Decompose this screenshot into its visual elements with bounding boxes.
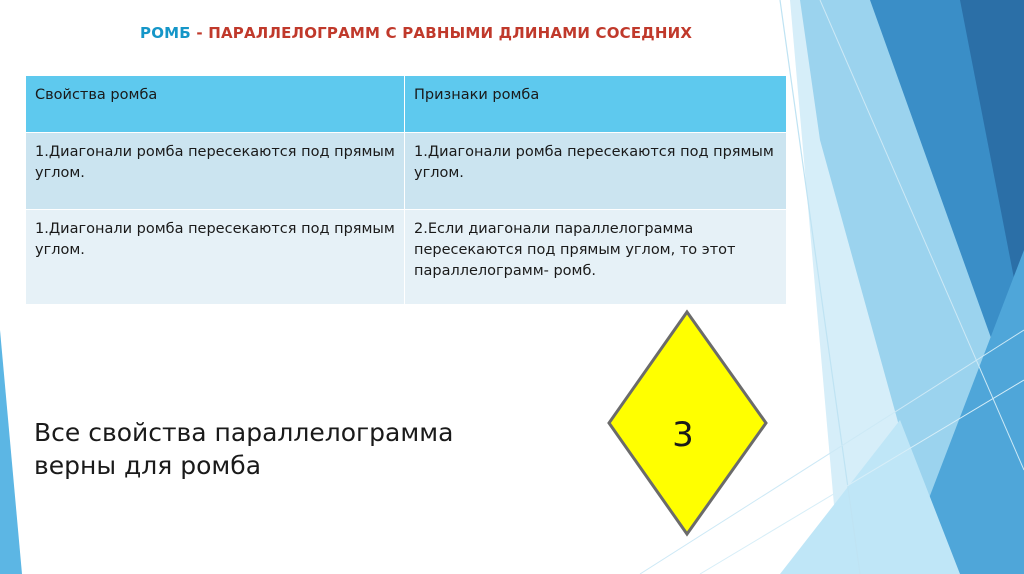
slide-title <box>140 24 780 42</box>
rhombus-figure <box>605 308 770 538</box>
title-separator: - <box>196 24 203 42</box>
table-cell: 1.Диагонали ромба пересекаются под прямым углом. <box>405 133 787 210</box>
header-properties: Свойства ромба <box>26 76 405 133</box>
header-criteria: Признаки ромба <box>405 76 787 133</box>
bg-shape-left-edge <box>0 330 22 574</box>
table-cell: 1.Диагонали ромба пересекаются под прямым углом. <box>26 133 405 210</box>
table-row <box>26 210 787 305</box>
title-main: РОМБ <box>140 24 191 42</box>
properties-table <box>25 75 787 305</box>
title-rest: ПАРАЛЛЕЛОГРАММ С РАВНЫМИ ДЛИНАМИ СОСЕДНИХ <box>208 24 693 42</box>
table-row <box>26 133 787 210</box>
note-text: Все свойства параллелограмма верны для ромба <box>34 418 454 480</box>
table-cell: 1.Диагонали ромба пересекаются под прямым углом. <box>26 210 405 305</box>
table-header-row <box>26 76 787 133</box>
table-cell: 2.Если диагонали параллелограмма пересекаются под прямым углом, то этот параллелограмм- ромб. <box>405 210 787 305</box>
rhombus-label: 3 <box>672 415 694 455</box>
